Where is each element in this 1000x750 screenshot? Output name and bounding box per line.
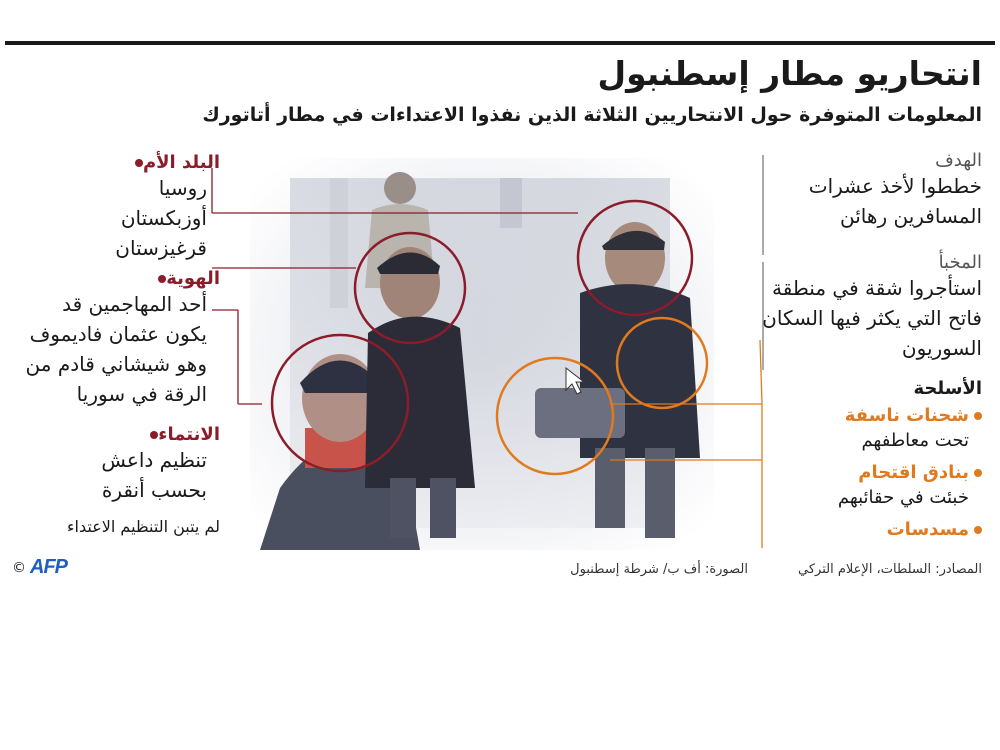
page-subtitle: المعلومات المتوفرة حول الانتحاريين الثلاثة الذين نفذوا الاعتداءات في مطار أتاتورك bbox=[202, 104, 982, 126]
homeland-section bbox=[115, 152, 220, 263]
bullet-icon bbox=[135, 159, 143, 167]
identity-line: وهو شيشاني قادم من bbox=[25, 352, 207, 376]
hideout-section bbox=[762, 252, 982, 363]
identity-section bbox=[26, 268, 220, 409]
goal-heading: الهدف bbox=[935, 150, 982, 171]
bullet-icon bbox=[974, 412, 982, 420]
goal-bar bbox=[762, 155, 764, 255]
weapons-section bbox=[838, 378, 982, 540]
cctv-photo bbox=[250, 158, 714, 550]
weapons-heading: الأسلحة bbox=[913, 378, 982, 399]
bullet-icon bbox=[974, 469, 982, 477]
identity-line: يكون عثمان فاديموف bbox=[29, 322, 207, 346]
copyright-symbol: © bbox=[12, 559, 26, 576]
weapon-label: مسدسات bbox=[886, 519, 969, 540]
top-rule bbox=[5, 41, 995, 45]
affiliation-line: بحسب أنقرة bbox=[101, 478, 207, 502]
sources-credit: المصادر: السلطات، الإعلام التركي bbox=[798, 562, 982, 577]
goal-line: خططوا لأخذ عشرات bbox=[808, 174, 982, 198]
hideout-line: فاتح التي يكثر فيها السكان bbox=[762, 306, 982, 330]
identity-line: أحد المهاجمين قد bbox=[62, 292, 207, 316]
hideout-heading: المخبأ bbox=[938, 252, 982, 273]
hideout-line: السوريون bbox=[901, 336, 982, 360]
hideout-line: استأجروا شقة في منطقة bbox=[772, 276, 982, 300]
homeland-heading: البلد الأم bbox=[142, 152, 220, 173]
homeland-line: روسيا bbox=[158, 176, 207, 200]
photo-credit: الصورة: أف ب/ شرطة إسطنبول bbox=[570, 562, 748, 577]
homeland-line: أوزبكستان bbox=[120, 206, 207, 230]
weapon-label: شحنات ناسفة bbox=[844, 405, 969, 426]
identity-heading: الهوية bbox=[166, 268, 220, 289]
affiliation-note: لم يتبن التنظيم الاعتداء bbox=[67, 517, 220, 536]
weapon-label: بنادق اقتحام bbox=[858, 462, 969, 483]
affiliation-section bbox=[67, 424, 220, 536]
identity-line: الرقة في سوريا bbox=[76, 382, 207, 406]
afp-logo-text: AFP bbox=[30, 556, 67, 578]
affiliation-line: تنظيم داعش bbox=[101, 448, 207, 472]
affiliation-heading: الانتماء bbox=[158, 424, 220, 445]
bullet-icon bbox=[974, 526, 982, 534]
page-title: انتحاريو مطار إسطنبول bbox=[597, 54, 982, 93]
weapon-detail: تحت معاطفهم bbox=[861, 430, 969, 451]
goal-line: المسافرين رهائن bbox=[840, 204, 982, 228]
goal-section bbox=[809, 150, 982, 231]
weapon-detail: خبئت في حقائبهم bbox=[837, 487, 969, 508]
afp-logo bbox=[12, 556, 67, 579]
homeland-line: قرغيزستان bbox=[115, 236, 207, 260]
